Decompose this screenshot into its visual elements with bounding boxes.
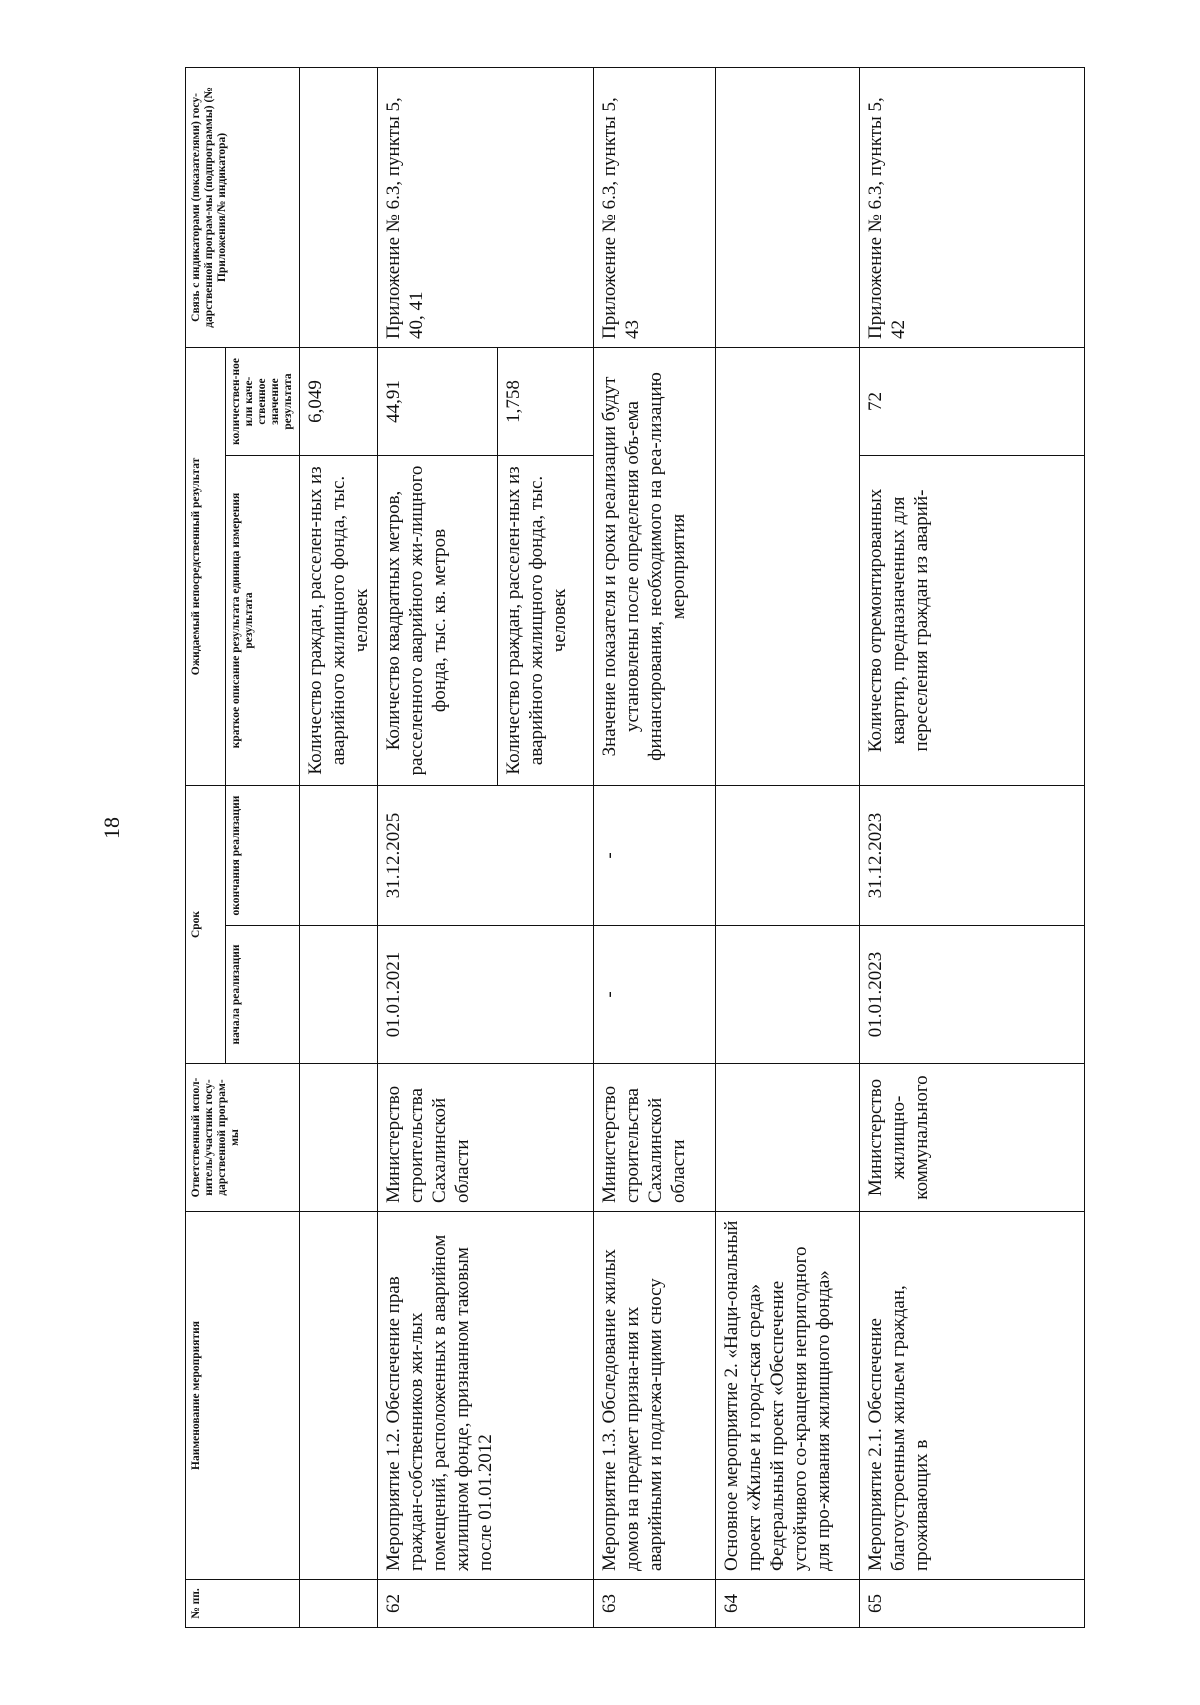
indicator-link: Приложение № 6.3, пункты 5, 43 <box>594 67 716 347</box>
table-row-continuation <box>300 67 378 1627</box>
cell <box>716 926 860 1064</box>
result-desc-cell: Количество граждан, расселен-ных из аварийного жилищного фонда, тыс. человек <box>498 455 594 785</box>
measure-name: Мероприятие 1.2. Обеспечение прав граждан-собственников жи-лых помещений, расположенных в аварийном жилищном фонде, признанном таковым после 01.01.2012 <box>378 1212 594 1580</box>
cell <box>300 1212 378 1580</box>
row-number: 63 <box>594 1580 716 1628</box>
cell <box>300 1580 378 1628</box>
responsible: Министерство строительства Сахалинской области <box>594 1064 716 1212</box>
table-row-64 <box>716 67 860 1627</box>
col-header-result: Ожидаемый непосредственный результат <box>186 347 226 785</box>
result-desc-cell: Количество квадратных метров, расселенного аварийного жи-лищного фонда, тыс. кв. метров <box>378 455 498 785</box>
term-end: - <box>594 785 716 925</box>
indicator-link: Приложение № 6.3, пункты 5, 40, 41 <box>378 67 594 347</box>
result-desc-cell: Значение показателя и сроки реализации будут установлены после определения объ-ема финансирования, необходимого на реа-лизацию мероприятия <box>594 347 716 785</box>
col-header-term-end: окончания реализации <box>226 785 300 925</box>
term-start: 01.01.2023 <box>860 926 1085 1064</box>
cell <box>300 785 378 925</box>
col-header-result-value: количествен-ное или каче-ственное значение результата <box>226 347 300 455</box>
measures-table <box>185 67 1085 1628</box>
responsible: Министерство строительства Сахалинской области <box>378 1064 594 1212</box>
indicator-link: Приложение № 6.3, пункты 5, 42 <box>860 67 1085 347</box>
term-start: 01.01.2021 <box>378 926 594 1064</box>
col-header-link: Связь с индикаторами (показателями) госу-дарственной програм-мы (подпрограммы) (№ Приложения/№ индикатора) <box>186 67 300 347</box>
cell <box>716 67 860 347</box>
cell <box>716 1064 860 1212</box>
row-number: 62 <box>378 1580 594 1628</box>
table-row-63 <box>594 67 716 1627</box>
col-header-no: № пп. <box>186 1580 300 1628</box>
measure-name: Мероприятие 2.1. Обеспечение благоустроенным жильем граждан, проживающих в <box>860 1212 1085 1580</box>
cell <box>716 785 860 925</box>
col-header-term: Срок <box>186 785 226 1063</box>
rotated-table-container <box>185 68 1085 1628</box>
cell <box>300 1064 378 1212</box>
term-end: 31.12.2025 <box>378 785 594 925</box>
measure-name: Мероприятие 1.3. Обследование жилых домов на предмет призна-ния их аварийными и подлежа-щими сносу <box>594 1212 716 1580</box>
table-row-65 <box>860 67 1085 1627</box>
responsible: Министерство жилищно-коммунального <box>860 1064 1085 1212</box>
term-start: - <box>594 926 716 1064</box>
row-number: 65 <box>860 1580 1085 1628</box>
col-header-responsible: Ответственный испол-нитель/участник госу-дарственной програм-мы <box>186 1064 300 1212</box>
table-row-62 <box>378 67 498 1627</box>
col-header-term-start: начала реализации <box>226 926 300 1064</box>
result-value-cell: 1,758 <box>498 347 594 455</box>
cell <box>300 67 378 347</box>
cell <box>300 926 378 1064</box>
measure-name: Основное мероприятие 2. «Наци-ональный проект «Жилье и город-ская среда» Федеральный проект «Обеспечение устойчивого со-кращения непригодного для про-живания жилищного фонда» <box>716 1212 860 1580</box>
result-desc-cell: Количество отремонтированных квартир, предназначенных для переселения граждан из аварий- <box>860 455 1085 785</box>
col-header-result-desc: краткое описание результата единица измерения результата <box>226 455 300 785</box>
col-header-name: Наименование мероприятия <box>186 1212 300 1580</box>
cell <box>716 347 860 785</box>
result-value-cell: 44,91 <box>378 347 498 455</box>
header-row-1 <box>186 67 226 1627</box>
term-end: 31.12.2023 <box>860 785 1085 925</box>
result-value-cell: 72 <box>860 347 1085 455</box>
result-desc-cell: Количество граждан, расселен-ных из аварийного жилищного фонда, тыс. человек <box>300 455 378 785</box>
page-number: 18 <box>99 817 124 839</box>
result-value-cell: 6,049 <box>300 347 378 455</box>
row-number: 64 <box>716 1580 860 1628</box>
